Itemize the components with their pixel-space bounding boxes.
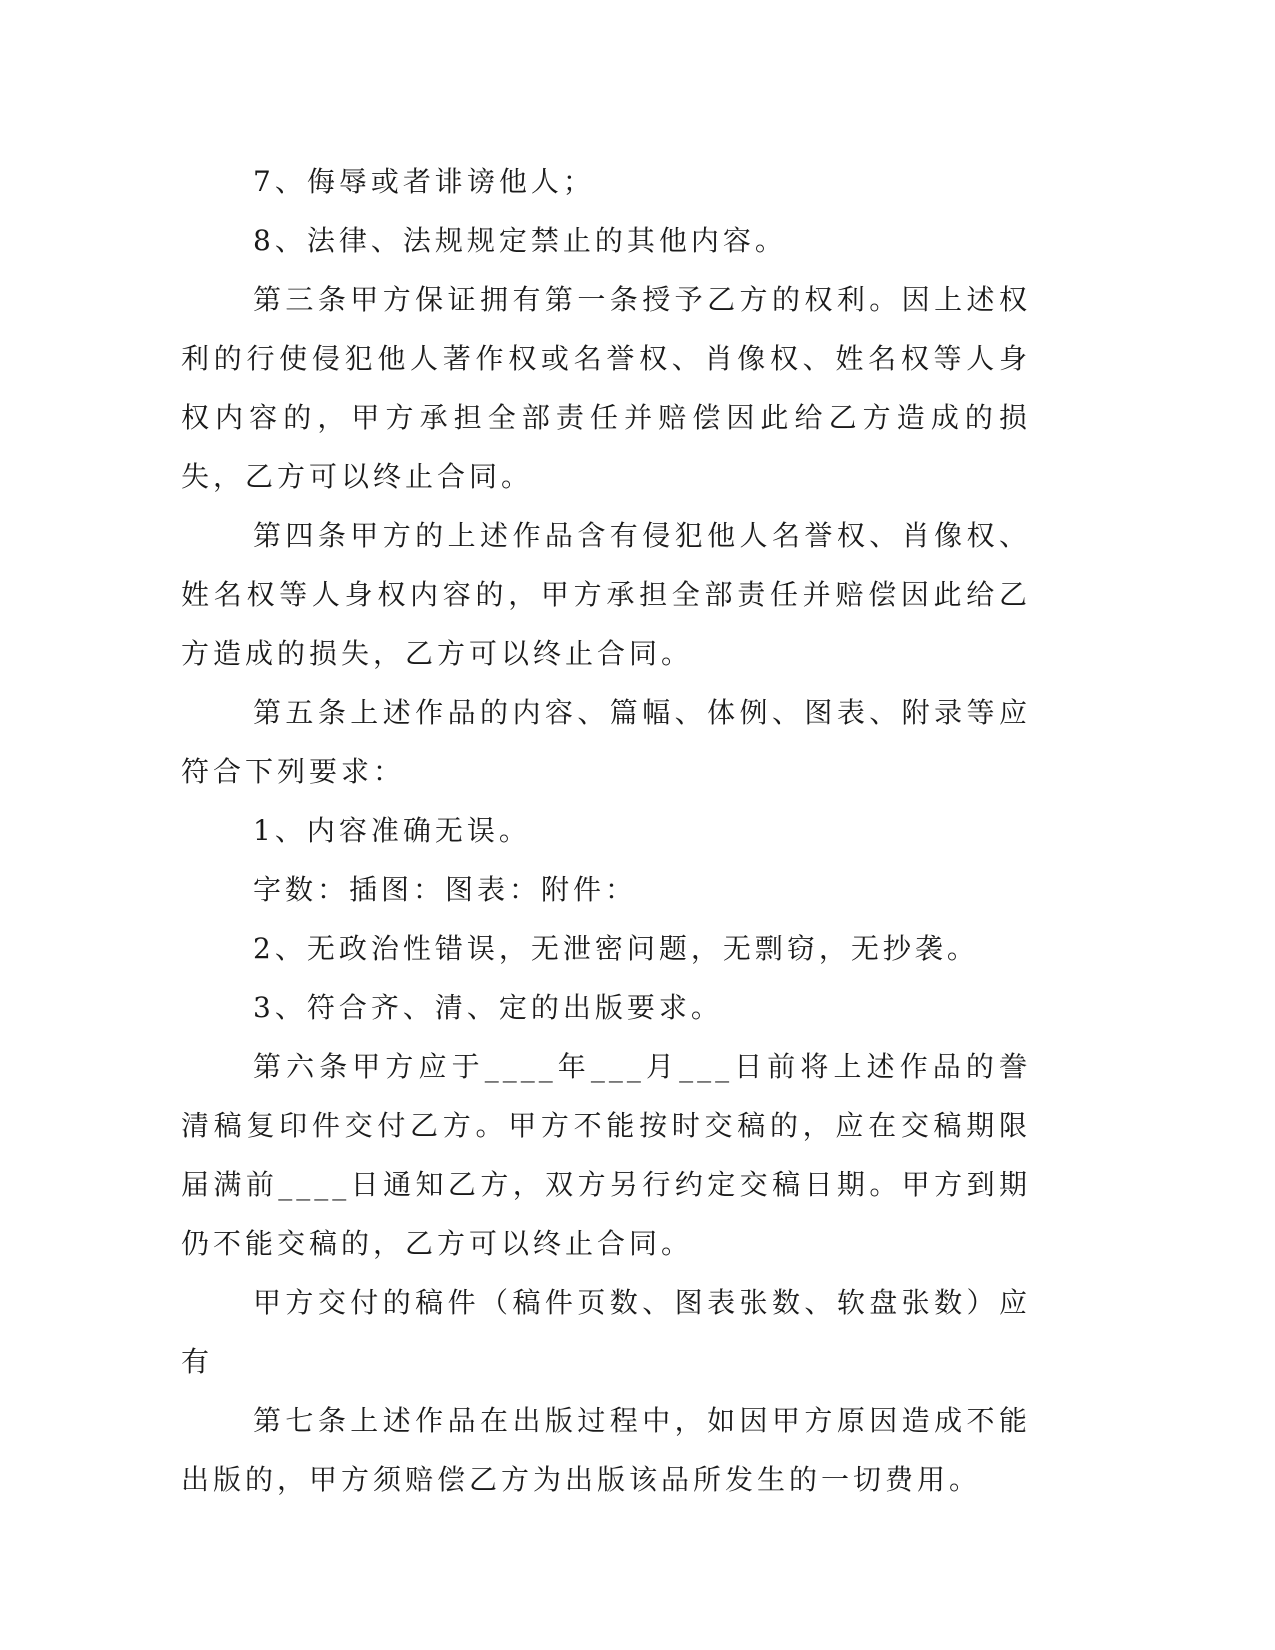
document-body (181, 152, 1031, 1509)
paragraph-item-8: 8、法律、法规规定禁止的其他内容。 (253, 224, 787, 257)
paragraph-word-count: 字数：插图：图表：附件： (253, 873, 638, 906)
paragraph-requirement-2: 2、无政治性错误，无泄密问题，无剽窃，无抄袭。 (253, 932, 979, 965)
paragraph-article-5: 第五条上述作品的内容、篇幅、体例、图表、附录等应符合下列要求： (181, 696, 1031, 788)
paragraph-article-3: 第三条甲方保证拥有第一条授予乙方的权利。因上述权利的行使侵犯他人著作权或名誉权、肖像权、姓名权等人身权内容的，甲方承担全部责任并赔偿因此给乙方造成的损失，乙方可以终止合同。 (181, 283, 1031, 493)
paragraph-article-6: 第六条甲方应于____年___月___日前将上述作品的誊清稿复印件交付乙方。甲方不能按时交稿的，应在交稿期限届满前____日通知乙方，双方另行约定交稿日期。甲方到期仍不能交稿的，乙方可以终止合同。 (181, 1050, 1031, 1260)
paragraph-requirement-1: 1、内容准确无误。 (253, 814, 531, 847)
paragraph-item-7: 7、侮辱或者诽谤他人； (253, 165, 595, 198)
paragraph-manuscript-delivery: 甲方交付的稿件（稿件页数、图表张数、软盘张数）应有 (181, 1286, 1031, 1378)
paragraph-article-4: 第四条甲方的上述作品含有侵犯他人名誉权、肖像权、姓名权等人身权内容的，甲方承担全部责任并赔偿因此给乙方造成的损失，乙方可以终止合同。 (181, 519, 1031, 670)
paragraph-article-7: 第七条上述作品在出版过程中，如因甲方原因造成不能出版的，甲方须赔偿乙方为出版该品所发生的一切费用。 (181, 1404, 1031, 1496)
paragraph-requirement-3: 3、符合齐、清、定的出版要求。 (253, 991, 723, 1024)
